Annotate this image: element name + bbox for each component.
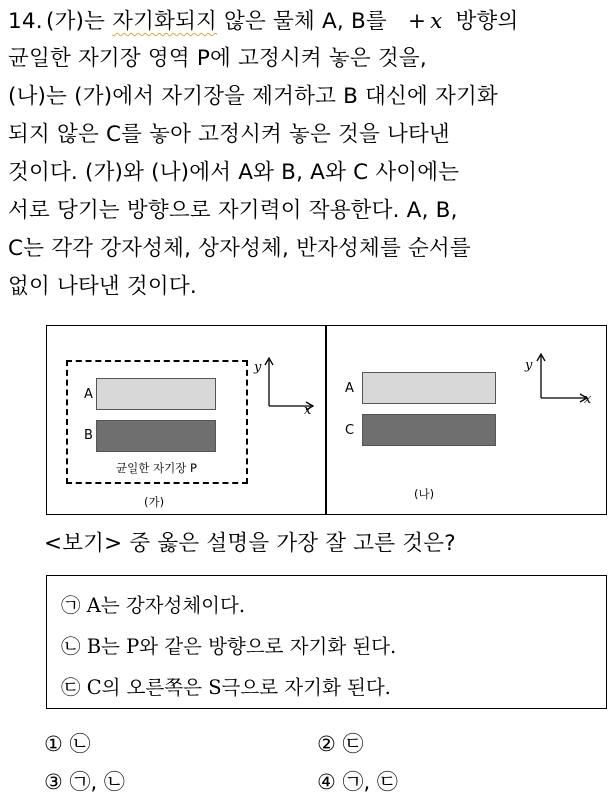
axis-x-right: x	[584, 392, 592, 407]
question-line-8	[8, 273, 197, 301]
panel-label-na: (나)	[414, 487, 435, 501]
object-c-bar	[362, 414, 496, 446]
label-b-left: B	[84, 428, 93, 443]
field-region-label: 균일한 자기장 P	[116, 461, 197, 475]
line1-part-b: 자기화되지	[112, 9, 218, 34]
statements-box	[46, 575, 607, 709]
statement-a: ㉠ A는 강자성체이다.	[61, 594, 246, 617]
object-b-bar	[96, 420, 216, 452]
panel-label-ga: (가)	[144, 495, 165, 509]
question-prompt: <보기> 중 옳은 설명을 가장 잘 고른 것은?	[44, 531, 456, 556]
plus-sign: +	[407, 9, 427, 34]
axes-right	[529, 350, 591, 406]
line7-text: C는 각각 강자성체, 상자성체, 반자성체를 순서를	[8, 236, 471, 261]
figure-divider	[325, 326, 327, 514]
line5-text: 것이다. (가)와 (나)에서 A와 B, A와 C 사이에는	[8, 160, 460, 185]
axis-x-left: x	[304, 403, 312, 418]
question-line-6	[8, 197, 458, 225]
statement-b: ㉡ B는 P와 같은 방향으로 자기화 된다.	[61, 635, 397, 658]
question-number: 14.	[8, 9, 43, 34]
line8-text: 없이 나타낸 것이다.	[8, 274, 197, 299]
x-symbol: x	[430, 9, 443, 34]
choice-4[interactable]: ④ ㉠, ㉢	[317, 770, 398, 794]
choice-1[interactable]: ① ㉡	[44, 732, 91, 756]
question-line-7	[8, 235, 471, 263]
label-c-right: C	[345, 423, 355, 438]
label-a-right: A	[345, 381, 354, 396]
question-line-3	[8, 83, 498, 111]
line6-text: 서로 당기는 방향으로 자기력이 작용한다. A, B,	[8, 198, 458, 223]
line2-text: 균일한 자기장 영역 P에 고정시켜 놓은 것을,	[8, 46, 427, 71]
statement-c: ㉢ C의 오른쪽은 S극으로 자기화 된다.	[61, 676, 391, 699]
figure-panel	[46, 325, 607, 515]
line1-part-d: 방향의	[448, 9, 519, 34]
object-a-bar	[96, 378, 216, 410]
line4-text: 되지 않은 C를 놓아 고정시켜 놓은 것을 나타낸	[8, 122, 450, 147]
question-line-4	[8, 121, 450, 149]
question-line-1	[8, 8, 518, 36]
line3-text: (나)는 (가)에서 자기장을 제거하고 B 대신에 자기화	[8, 84, 498, 109]
line1-part-c: 않은 물체 A, B를	[217, 9, 394, 34]
choice-2[interactable]: ② ㉢	[317, 732, 364, 756]
label-a-left: A	[84, 387, 93, 402]
axis-y-right: y	[525, 358, 533, 373]
question-line-2	[8, 45, 427, 73]
line1-part-a: (가)는	[46, 9, 113, 34]
object-a-bar-right	[362, 372, 496, 404]
question-line-5	[8, 159, 459, 187]
choice-3[interactable]: ③ ㉠, ㉡	[44, 770, 125, 794]
axis-y-left: y	[254, 360, 262, 375]
